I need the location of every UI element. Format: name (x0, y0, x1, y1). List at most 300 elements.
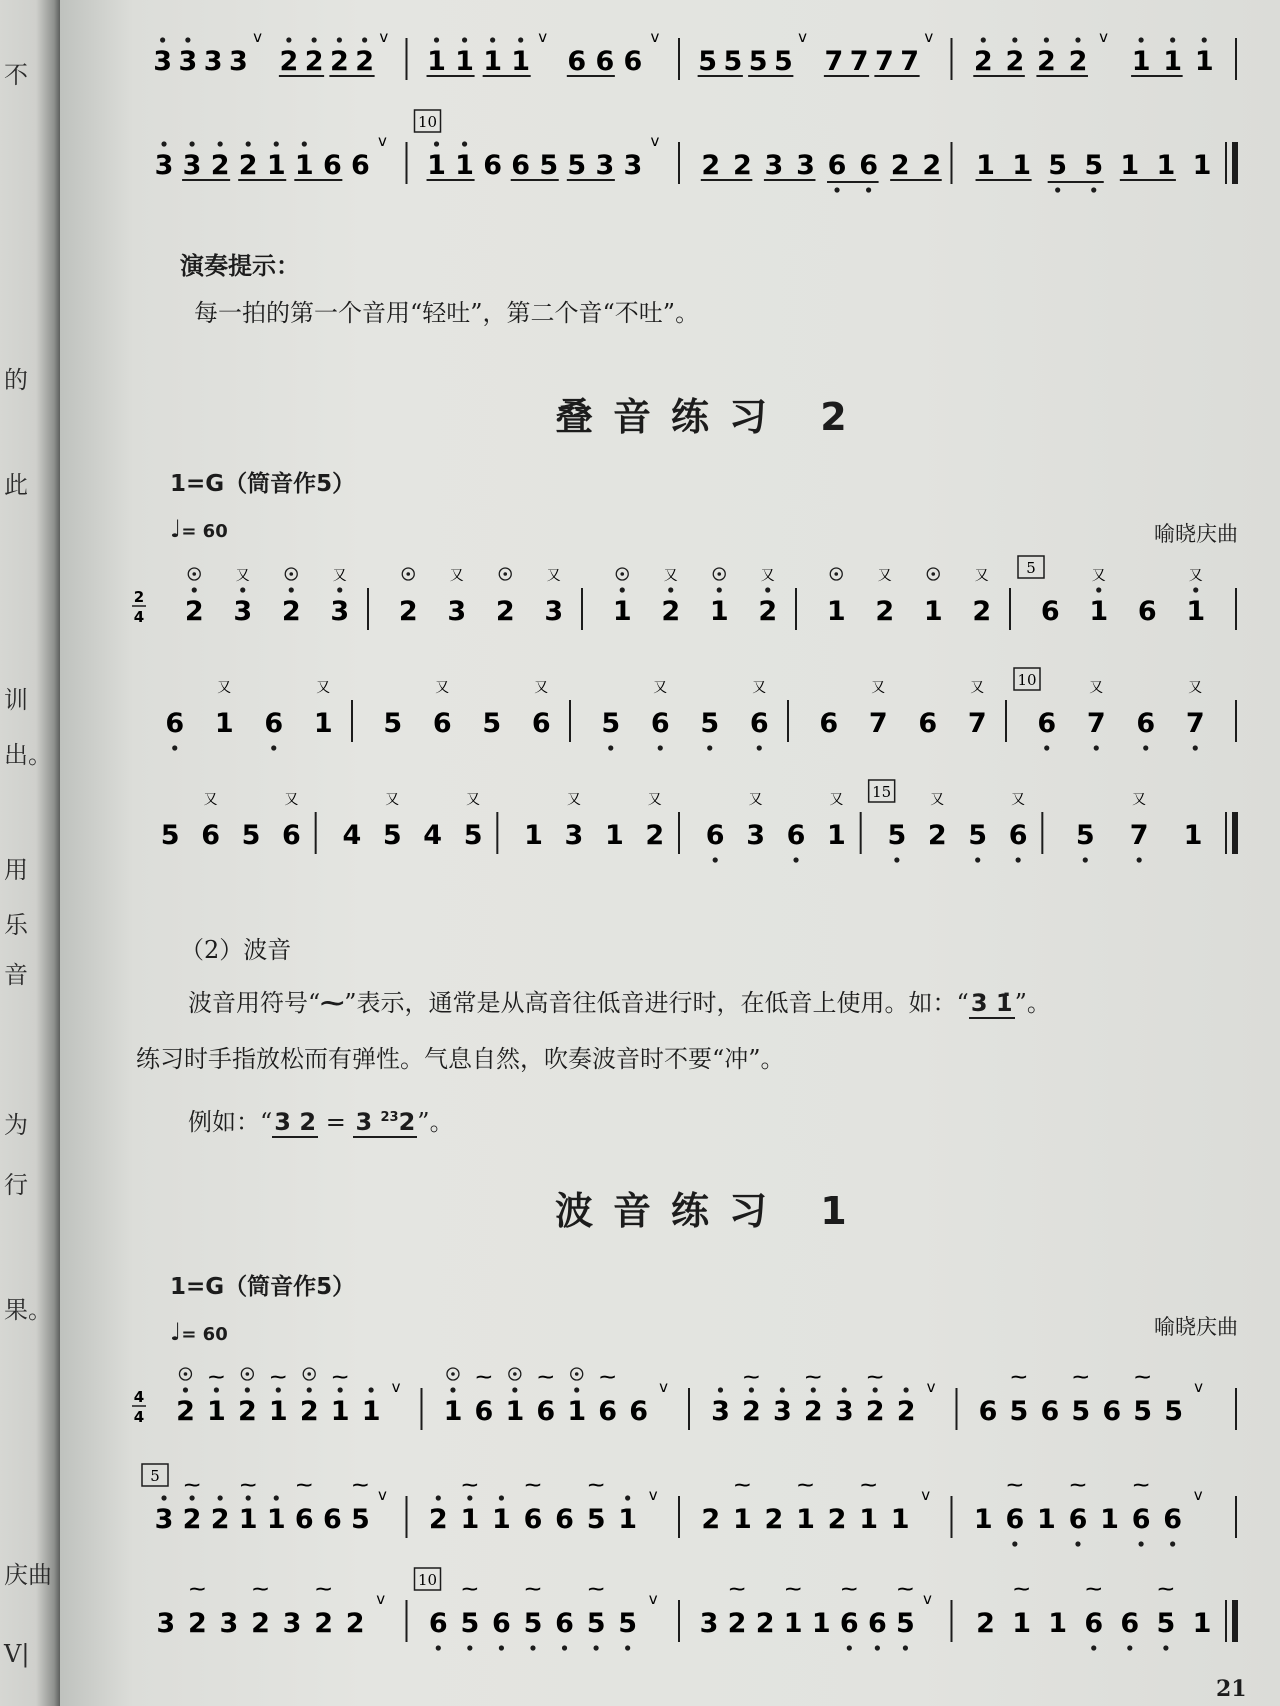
high-octave-dot (903, 1387, 908, 1392)
note-digit: 5 (896, 1608, 915, 1639)
note-digit: 3 (330, 596, 350, 627)
tongue-mark-icon: 又 (1011, 792, 1026, 808)
low-octave-dot (1137, 857, 1142, 862)
note-digit: 2 (299, 1396, 319, 1427)
mordent-icon: ⁓ (797, 1475, 814, 1494)
tongue-mark-icon: 又 (877, 568, 892, 584)
breath-mark: v (253, 28, 263, 46)
note-digit: 6 (819, 708, 839, 739)
note-digit: 3 (154, 150, 174, 181)
high-octave-dot (218, 1495, 223, 1500)
note-digit: 6 (165, 708, 185, 739)
measure (427, 28, 660, 77)
high-octave-dot (246, 141, 251, 146)
edge-glyph: 不 (4, 61, 28, 89)
composer-credit: 喻晓庆曲 (1154, 522, 1238, 546)
note-digit: 2 (803, 1396, 823, 1427)
note-digit: 1 (783, 1608, 803, 1639)
edge-glyph: 为 (4, 1111, 28, 1139)
note-digit: 1 (207, 1396, 226, 1427)
measure (429, 1475, 658, 1535)
tongue-mark-icon: 又 (748, 792, 763, 808)
note-digit: 1 (330, 1396, 350, 1427)
mordent-example-line: 例如：“3 2 = 3 $^{23}$2”。 (188, 1108, 454, 1136)
mordent-icon: ⁓ (588, 1579, 605, 1598)
edge-glyph: 出。 (4, 741, 52, 769)
note-digit: 3 (623, 150, 643, 181)
high-octave-dot (842, 1387, 847, 1392)
note-digit: 6 (1040, 1396, 1060, 1427)
note-digit: 6 (1068, 1504, 1088, 1535)
mordent-icon: ⁓ (537, 1367, 554, 1386)
breath-mark: v (648, 1486, 658, 1504)
note-digit: 1 (1192, 150, 1212, 181)
note-digit: 6 (322, 150, 342, 181)
note-digit: 6 (859, 150, 878, 181)
high-octave-dot (289, 587, 294, 592)
note-digit: 6 (428, 1608, 448, 1639)
mordent-icon: ⁓ (352, 1475, 369, 1494)
note-digit: 6 (1005, 1504, 1025, 1535)
low-octave-dot (757, 745, 762, 750)
note-digit: 6 (511, 150, 531, 181)
low-octave-dot (1083, 857, 1088, 862)
measure (974, 1475, 1203, 1547)
low-octave-dot (1170, 1541, 1175, 1546)
note-digit: 5 (586, 1608, 606, 1639)
note-digit: 6 (595, 46, 615, 77)
measure (444, 1367, 669, 1427)
high-octave-dot (161, 141, 166, 146)
note-digit: 6 (978, 1396, 998, 1427)
measure (973, 28, 1213, 77)
note-digit: 1 (1012, 1608, 1032, 1639)
low-octave-dot (1075, 1541, 1080, 1546)
note-digit: 4 (423, 820, 443, 851)
measure (524, 792, 664, 851)
note-digit: 1 (1186, 596, 1206, 627)
measure (383, 680, 550, 739)
note-digit: 3 (178, 46, 198, 77)
tongue-mark-icon: 又 (1188, 680, 1203, 696)
note-digit: 1 (709, 596, 729, 627)
measure (1076, 792, 1203, 863)
rehearsal-number: 5 (1026, 559, 1036, 577)
note-digit: 1 (826, 596, 846, 627)
measure (415, 1568, 658, 1651)
note-digit: 1 (1100, 1504, 1119, 1535)
note-digit: 1 (1131, 46, 1151, 77)
note-digit: 5 (698, 46, 718, 77)
note-digit: 2 (758, 596, 778, 627)
low-octave-dot (875, 1645, 880, 1650)
svg-text:2: 2 (133, 588, 145, 606)
note-digit: 2 (727, 1608, 747, 1639)
score-page (60, 0, 1280, 1706)
note-digit: 5 (1084, 150, 1104, 181)
note-digit: 2 (972, 596, 992, 627)
note-digit: 5 (586, 1504, 606, 1535)
tongue-mark-icon: 又 (974, 568, 989, 584)
high-octave-dot (574, 1387, 579, 1392)
note-digit: 2 (973, 46, 993, 77)
low-octave-dot (1016, 857, 1021, 862)
note-digit: 6 (264, 708, 284, 739)
low-octave-dot (707, 745, 712, 750)
note-digit: 2 (187, 1608, 207, 1639)
note-digit: 3 (772, 1396, 792, 1427)
edge-glyph: 乐 (4, 911, 28, 939)
high-octave-dot (436, 1495, 441, 1500)
low-octave-dot (608, 745, 613, 750)
note-digit: 2 (890, 150, 910, 181)
mordent-icon: ⁓ (524, 1475, 541, 1494)
staff-svg (60, 662, 1280, 772)
previous-page-edge (0, 0, 60, 1706)
mordent-icon: ⁓ (1069, 1475, 1086, 1494)
note-digit: 1 (973, 1504, 993, 1535)
tongue-mark-icon: 又 (663, 568, 678, 584)
high-octave-dot (1193, 587, 1198, 592)
note-digit: 2 (976, 1608, 995, 1639)
mordent-icon: ⁓ (1085, 1579, 1102, 1598)
note-digit: 6 (786, 820, 806, 851)
mordent-icon: ⁓ (860, 1475, 877, 1494)
mordent-icon: ⁓ (332, 1367, 349, 1386)
time-signature (132, 588, 146, 626)
note-digit: 3 (182, 150, 202, 181)
note-digit: 2 (875, 596, 895, 627)
note-digit: 3 (153, 46, 173, 77)
note-digit: 6 (536, 1396, 556, 1427)
note-digit: 5 (463, 820, 483, 851)
measure (415, 110, 660, 181)
tongue-mark-icon: 又 (1188, 568, 1203, 584)
breath-mark: v (376, 1590, 386, 1608)
note-digit: 5 (968, 820, 988, 851)
note-digit: 2 (210, 1504, 230, 1535)
note-digit: 6 (918, 708, 938, 739)
low-octave-dot (1044, 745, 1049, 750)
breath-mark: v (379, 28, 389, 46)
rehearsal-number: 15 (872, 783, 892, 801)
note-digit: 2 (827, 1504, 847, 1535)
note-digit: 3 (796, 150, 815, 181)
note-digit: 1 (604, 820, 624, 851)
note-digit: 1 (567, 1396, 587, 1427)
note-digit: 5 (1071, 1396, 1091, 1427)
high-octave-dot (274, 141, 279, 146)
high-octave-dot (1170, 37, 1175, 42)
high-octave-dot (274, 1495, 279, 1500)
note-digit: 3 (834, 1396, 854, 1427)
edge-glyph: 果。 (4, 1296, 52, 1324)
note-digit: 7 (900, 46, 920, 77)
high-octave-dot (434, 37, 439, 42)
note-digit: 6 (322, 1504, 342, 1535)
high-octave-dot (873, 1387, 878, 1392)
breath-mark: v (650, 28, 660, 46)
tempo-marking: ♩= 60 (170, 1318, 228, 1346)
mordent-icon: ⁓ (1006, 1475, 1023, 1494)
breath-mark: v (1194, 1378, 1203, 1396)
high-octave-dot (668, 587, 673, 592)
high-octave-dot (462, 37, 467, 42)
high-octave-dot (620, 587, 625, 592)
high-octave-dot (337, 587, 342, 592)
note-digit: 1 (361, 1396, 381, 1427)
note-digit: 6 (523, 1504, 543, 1535)
edge-glyph: 行 (4, 1171, 28, 1199)
note-digit: 3 (282, 1608, 302, 1639)
rehearsal-number: 10 (1017, 671, 1037, 689)
mordent-icon: ⁓ (1134, 1367, 1151, 1386)
note-digit: 7 (849, 46, 869, 77)
high-octave-dot (312, 37, 317, 42)
low-octave-dot (499, 1645, 504, 1650)
low-octave-dot (172, 745, 177, 750)
mordent-icon: ⁓ (1010, 1367, 1027, 1386)
mordent-icon: ⁓ (743, 1367, 760, 1386)
svg-text:4: 4 (133, 1388, 145, 1406)
tongue-mark-icon: 又 (871, 680, 886, 696)
note-digit: 1 (859, 1504, 878, 1535)
note-digit: 6 (294, 1504, 314, 1535)
high-octave-dot (749, 1387, 754, 1392)
low-octave-dot (713, 857, 718, 862)
low-octave-dot (658, 745, 663, 750)
note-digit: 5 (383, 708, 403, 739)
staff-row (60, 774, 1280, 884)
high-octave-dot (462, 141, 467, 146)
high-octave-dot (338, 1387, 343, 1392)
breath-mark: v (648, 1590, 658, 1608)
note-digit: 6 (598, 1396, 618, 1427)
note-digit: 2 (927, 820, 947, 851)
staff-row (60, 1350, 1280, 1460)
edge-glyph: 音 (4, 961, 28, 989)
tongue-mark-icon: 又 (235, 568, 250, 584)
note-digit: 2 (764, 1504, 784, 1535)
note-digit: 3 (544, 596, 564, 627)
mordent-icon: ⁓ (897, 1579, 914, 1598)
edge-glyph: 此 (4, 471, 28, 499)
mordent-icon: ⁓ (729, 1579, 746, 1598)
note-digit: 3 (711, 1396, 730, 1427)
final-barline-thick (1232, 142, 1238, 184)
staff-svg (60, 1562, 1280, 1672)
high-octave-dot (160, 37, 165, 42)
note-digit: 6 (827, 150, 847, 181)
note-digit: 1 (976, 150, 995, 181)
note-digit: 5 (241, 820, 261, 851)
high-octave-dot (450, 1387, 455, 1392)
note-digit: 5 (1164, 1396, 1183, 1427)
measure (399, 568, 563, 627)
note-digit: 2 (304, 46, 324, 77)
composer-credit: 喻晓庆曲 (1154, 1315, 1238, 1339)
breath-mark: v (659, 1378, 668, 1396)
note-digit: 2 (428, 1504, 448, 1535)
note-digit: 1 (460, 1504, 480, 1535)
measure (869, 780, 1028, 863)
note-digit: 2 (279, 46, 299, 77)
staff-row (60, 104, 1280, 214)
rehearsal-number: 10 (417, 113, 438, 131)
low-octave-dot (1012, 1541, 1017, 1546)
note-digit: 2 (314, 1608, 333, 1639)
note-digit: 1 (266, 1504, 286, 1535)
high-octave-dot (1096, 587, 1101, 592)
mordent-example: 3 1̇ (970, 989, 1013, 1017)
note-digit: 1 (238, 1504, 258, 1535)
measure (176, 1367, 401, 1427)
note-digit: 2 (184, 596, 204, 627)
measure (185, 568, 349, 627)
note-digit: 2 (732, 150, 752, 181)
note-digit: 5 (601, 708, 621, 739)
note-digit: 5 (567, 150, 587, 181)
example-grace-notes: 3 $^{23}$2 (355, 1108, 416, 1136)
note-digit: 7 (1185, 708, 1205, 739)
note-digit: 2 (896, 1396, 916, 1427)
breath-mark: v (923, 1590, 932, 1608)
measure (711, 1367, 936, 1427)
tongue-mark-icon: 又 (752, 680, 767, 696)
high-octave-dot (276, 1387, 281, 1392)
quarter-note-icon: ♩ (170, 515, 182, 543)
staff-row (60, 550, 1280, 660)
staff-row (60, 662, 1280, 772)
note-digit: 1 (427, 46, 446, 77)
note-digit: 4 (342, 820, 362, 851)
breath-mark: v (378, 132, 387, 150)
staff-svg (60, 1350, 1280, 1460)
tongue-mark-icon: 又 (653, 680, 668, 696)
page-number: 21 (1216, 1676, 1247, 1702)
tongue-mark-icon: 又 (435, 680, 450, 696)
low-octave-dot (562, 1645, 567, 1650)
breath-mark: v (921, 1486, 931, 1504)
note-digit: 1 (1163, 46, 1183, 77)
note-digit: 1 (455, 150, 474, 181)
high-octave-dot (780, 1387, 785, 1392)
tongue-mark-icon: 又 (930, 792, 945, 808)
note-digit: 6 (1120, 1608, 1140, 1639)
note-digit: 1 (294, 150, 314, 181)
tongue-mark-icon: 又 (284, 792, 299, 808)
note-digit: 1 (1156, 150, 1176, 181)
low-octave-dot (866, 187, 871, 192)
note-digit: 2 (701, 1504, 721, 1535)
svg-text:4: 4 (133, 1408, 145, 1426)
mordent-icon: ⁓ (841, 1579, 858, 1598)
mordent-icon: ⁓ (785, 1579, 802, 1598)
measure (827, 568, 991, 627)
note-digit: 5 (1133, 1396, 1153, 1427)
high-octave-dot (246, 1495, 251, 1500)
note-digit: 2 (865, 1396, 885, 1427)
low-octave-dot (530, 1645, 535, 1650)
high-octave-dot (1202, 37, 1207, 42)
note-digit: 3 (595, 150, 615, 181)
high-octave-dot (218, 141, 223, 146)
low-octave-dot (834, 187, 839, 192)
note-digit: 5 (160, 820, 180, 851)
high-octave-dot (490, 37, 495, 42)
note-digit: 2 (355, 46, 375, 77)
high-octave-dot (717, 587, 722, 592)
rehearsal-number: 10 (417, 1571, 438, 1589)
note-digit: 5 (482, 708, 502, 739)
edge-glyph: 用 (4, 856, 28, 884)
low-octave-dot (1127, 1645, 1132, 1650)
note-digit: 2 (922, 150, 942, 181)
note-digit: 1 (1048, 1608, 1068, 1639)
measure (153, 28, 388, 77)
high-octave-dot (362, 37, 367, 42)
breath-mark: v (378, 1486, 387, 1504)
mordent-icon: ⁓ (189, 1579, 206, 1598)
note-digit: 5 (460, 1608, 480, 1639)
note-digit: 7 (874, 46, 894, 77)
note-digit: 5 (887, 820, 907, 851)
low-octave-dot (894, 857, 899, 862)
note-digit: 5 (773, 46, 793, 77)
note-digit: 2 (238, 150, 258, 181)
note-digit: 1 (1192, 1608, 1212, 1639)
note-digit: 6 (839, 1608, 859, 1639)
tongue-mark-icon: 又 (534, 680, 549, 696)
note-digit: 5 (1009, 1396, 1029, 1427)
note-digit: 1 (268, 1396, 288, 1427)
tongue-mark-icon: 又 (1132, 792, 1147, 808)
staff-row (60, 1458, 1280, 1568)
low-octave-dot (1055, 187, 1060, 192)
note-digit: 6 (483, 150, 503, 181)
note-digit: 5 (382, 820, 402, 851)
measure (156, 1579, 385, 1639)
note-digit: 1 (483, 46, 503, 77)
note-digit: 1 (1120, 150, 1140, 181)
mordent-icon: ⁓ (208, 1367, 225, 1386)
section-paragraph: 波音用符号“⁓”表示，通常是从高音往低音进行时，在低音上使用。如：“3 1̇”。 (188, 988, 1051, 1017)
performance-hint-title: 演奏提示： (180, 251, 300, 280)
note-digit: 6 (531, 708, 551, 739)
note-digit: 2 (237, 1396, 257, 1427)
low-octave-dot (1094, 745, 1099, 750)
note-digit: 6 (749, 708, 769, 739)
performance-hint-text: 每一拍的第一个音用“轻吐”，第二个音“不吐”。 (194, 299, 700, 327)
example-notes: 3 2 (274, 1108, 317, 1136)
note-digit: 7 (1086, 708, 1106, 739)
high-octave-dot (161, 1495, 166, 1500)
mordent-icon: ⁓ (475, 1367, 492, 1386)
measure (819, 680, 986, 739)
note-digit: 1 (511, 46, 531, 77)
final-barline-thick (1232, 812, 1238, 854)
note-digit: 6 (1040, 596, 1060, 627)
note-digit: 5 (1075, 820, 1095, 851)
note-digit: 5 (1156, 1608, 1176, 1639)
measure (1014, 668, 1205, 751)
breath-mark: v (1099, 28, 1108, 46)
high-octave-dot (718, 1387, 723, 1392)
note-digit: 1 (505, 1396, 525, 1427)
low-octave-dot (271, 745, 276, 750)
note-digit: 6 (623, 46, 643, 77)
breath-mark: v (538, 28, 548, 46)
